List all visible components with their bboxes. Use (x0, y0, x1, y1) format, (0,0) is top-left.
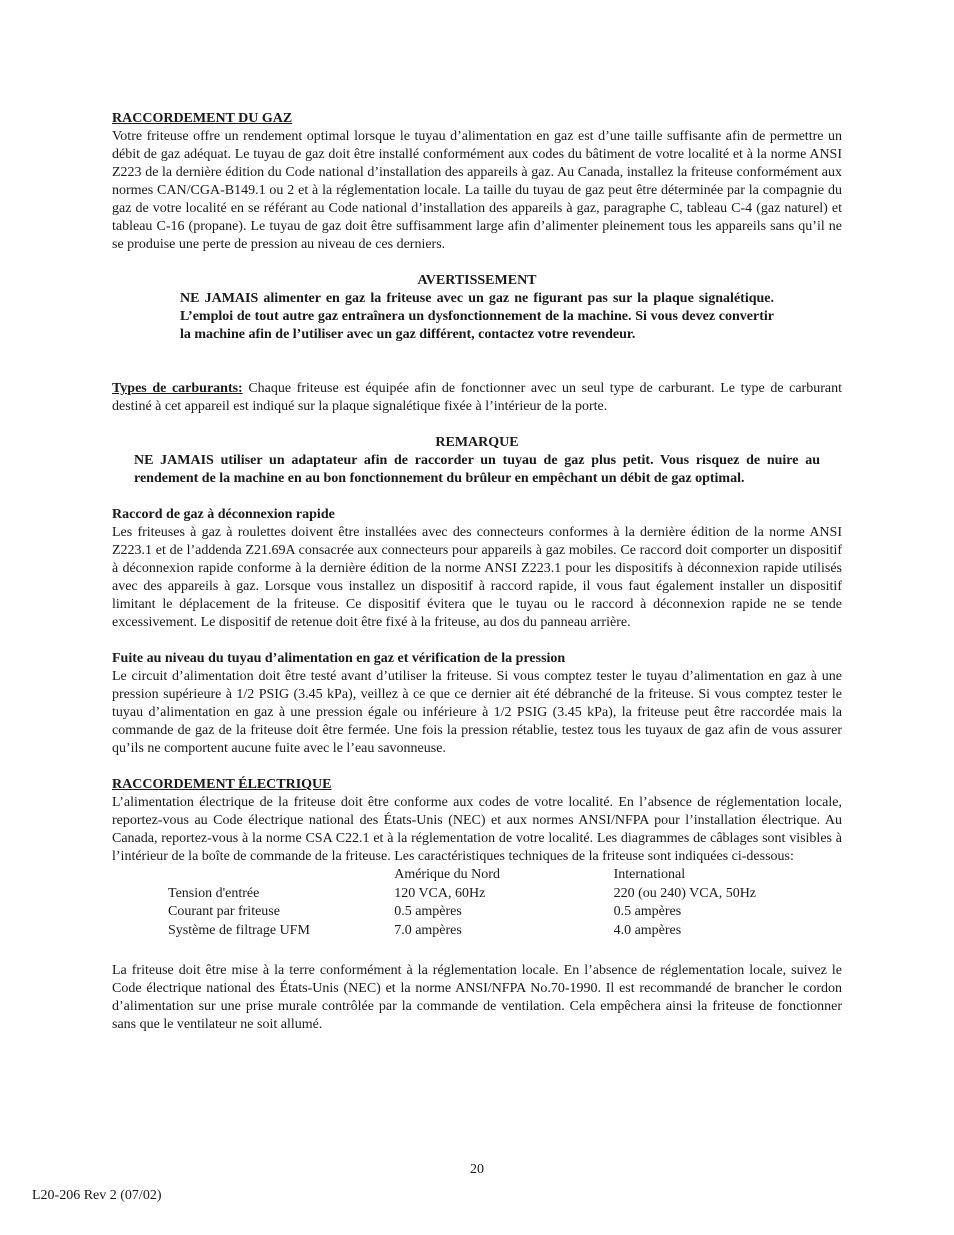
table-header-cell (168, 866, 394, 885)
quick-disconnect-heading: Raccord de gaz à déconnexion rapide (112, 507, 335, 522)
table-header-cell: International (613, 867, 686, 882)
leak-test-body: Le circuit d’alimentation doit être testé avant d’utiliser la friteuse. Si vous comptez tester le tuyau d’alimentation en gaz à une pression supérieure à 1/2 PSIG (3.45 kPa), veillez à ce que ce dernier ait été débranché de la friteuse. Si vous comptez tester le tuyau d’alimentation en gaz à une pression égale ou inférieure à 1/2 PSIG (3.45 kPa), la friteuse peut être raccordée mais la commande de gaz de la friteuse doit être fermée. Une fois la pression rétablie, testez tous les tuyaux de gaz afin de vous assurer qu’ils ne comportent aucune fuite avec le l’eau savonneuse. (112, 669, 842, 756)
document-reference: L20-206 Rev 2 (07/02) (32, 1188, 162, 1203)
fuel-types-body: Chaque friteuse est équipée afin de fonctionner avec un seul type de carburant. Le type de carburant destiné à cet appareil est indiqué sur la plaque signalétique fixée à l’intérieur de la porte. (112, 381, 842, 414)
warning-body: NE JAMAIS alimenter en gaz la friteuse avec un gaz ne figurant pas sur la plaque signalétique. L’emploi de tout autre gaz entraînera un dysfonctionnement de la machine. Si vous devez convertir la machine afin de l’utiliser avec un gaz différent, contactez votre revendeur. (180, 291, 774, 342)
table-cell: Système de filtrage UFM (168, 922, 310, 938)
table-cell: Courant par friteuse (168, 904, 280, 919)
gas-connection-body: Votre friteuse offre un rendement optimal lorsque le tuyau d’alimentation en gaz est d’une taille suffisante afin de permettre un débit de gaz adéquat. Le tuyau de gaz doit être installé conformément aux codes du bâtiment de votre localité et à la norme ANSI Z223 de la dernière édition du Code national d’installation des appareils à gaz. Au Canada, installez la friteuse conformément aux normes CAN/CGA-B149.1 ou 2 et à la réglementation locale. La taille du tuyau de gaz peut être déterminée par la compagnie du gaz de votre localité en se référant au Code national d’installation des appareils à gaz, paragraphe C, tableau C-4 (gaz naturel) et tableau C-16 (propane). Le tuyau de gaz doit être suffisamment large afin d’alimenter pleinement tous les appareils sans qu’il ne se produise une perte de pression au niveau de ces derniers. (112, 129, 842, 252)
table-row (168, 922, 842, 941)
fuel-types-label: Types de carburants: (112, 381, 243, 396)
electrical-heading: RACCORDEMENT ÉLECTRIQUE (112, 777, 332, 792)
fuel-types-section (112, 380, 842, 416)
warning-section (112, 272, 842, 344)
note-heading: REMARQUE (435, 435, 519, 450)
electrical-body: L’alimentation électrique de la friteuse doit être conforme aux codes de votre localité. En l’absence de réglementation locale, reportez-vous au Code électrique national des États-Unis (NEC) et aux normes ANSI/NFPA pour l’installation électrique. Au Canada, reportez-vous à la norme CSA C22.1 et à la réglementation de votre localité. Les diagrammes de câblages sont visibles à l’intérieur de la boîte de commande de la friteuse. Les caractéristiques techniques de la friteuse sont indiquées ci-dessous: (112, 795, 842, 864)
note-section (112, 434, 842, 488)
electrical-closing-body: La friteuse doit être mise à la terre conformément à la réglementation locale. En l’absence de réglementation locale, suivez le Code électrique national des États-Unis (NEC) et la norme ANSI/NFPA No.70-1990. Il est recommandé de brancher le cordon d’alimentation sur une prise murale contrôlée par la commande de ventilation. Cela empêchera ainsi la friteuse de fonctionner sans que le ventilateur ne soit allumé. (112, 963, 842, 1032)
electrical-section (112, 776, 842, 1034)
table-header-row (168, 866, 842, 885)
fuel-types-paragraph (112, 380, 842, 416)
warning-heading: AVERTISSEMENT (417, 273, 537, 288)
table-cell: 220 (ou 240) VCA, 50Hz (613, 885, 757, 901)
electrical-spec-table (168, 866, 842, 940)
table-cell: 7.0 ampères (394, 922, 462, 938)
quick-disconnect-body: Les friteuses à gaz à roulettes doivent être installées avec des connecteurs conformes à la dernière édition de la norme ANSI Z223.1 et de l’addenda Z21.69A consacrée aux connecteurs pour appareils à gaz mobiles. Ce raccord doit comporter un dispositif à déconnexion rapide conforme à la dernière édition de la norme ANSI Z223.1 pour les dispositifs à déconnexion rapide utilisés avec des appareils à gaz. Lorsque vous installez un dispositif à raccord rapide, il vous faut également installer un dispositif limitant le déplacement de la friteuse. Ce dispositif évitera que le tuyau ou le raccord à déconnexion rapide ne se tende excessivement. Le dispositif de retenue doit être fixé à la friteuse, au dos du panneau arrière. (112, 525, 842, 630)
leak-test-heading: Fuite au niveau du tuyau d’alimentation en gaz et vérification de la pression (112, 651, 566, 666)
table-cell: 0.5 ampères (394, 904, 462, 919)
document-page (112, 110, 842, 1034)
quick-disconnect-section (112, 506, 842, 632)
page-number: 20 (470, 1162, 484, 1177)
table-cell: 0.5 ampères (613, 904, 682, 919)
table-cell: Tension d'entrée (168, 885, 260, 901)
table-cell: 4.0 ampères (613, 922, 682, 938)
table-cell: 120 VCA, 60Hz (394, 885, 486, 901)
table-row (168, 903, 842, 922)
gas-connection-section (112, 110, 842, 254)
table-header-cell: Amérique du Nord (394, 867, 500, 882)
table-row (168, 885, 842, 904)
gas-connection-heading: RACCORDEMENT DU GAZ (112, 111, 293, 126)
note-body: NE JAMAIS utiliser un adaptateur afin de raccorder un tuyau de gaz plus petit. Vous risquez de nuire au rendement de la machine en au bon fonctionnement du brûleur en empêchant un débit de gaz optimal. (134, 453, 820, 486)
leak-test-section (112, 650, 842, 758)
